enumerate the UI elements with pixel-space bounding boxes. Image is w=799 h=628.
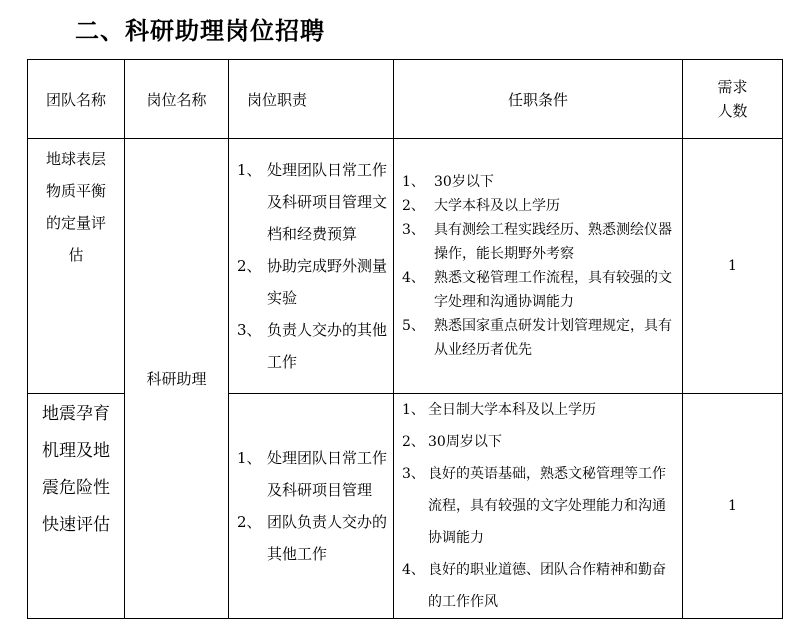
header-count-line2: 人数: [717, 102, 748, 120]
requirement-number: 4、: [402, 562, 425, 578]
requirement-number: 1、: [402, 174, 425, 190]
requirement-item: [402, 266, 678, 314]
requirement-number: 1、: [402, 402, 425, 418]
header-position: 岗位名称: [125, 60, 229, 139]
duty-number: 2、: [237, 513, 262, 531]
requirement-item: [402, 194, 678, 218]
header-requirements: 任职条件: [394, 60, 683, 139]
requirement-text: 具有测绘工程实践经历、熟悉测绘仪器操作，能长期野外考察: [434, 222, 672, 262]
recruitment-table: [27, 59, 783, 619]
header-duty: 岗位职责: [229, 60, 394, 139]
duty-text: 协助完成野外测量实验: [267, 257, 388, 307]
team-name-cell: [28, 139, 125, 394]
duty-number: 2、: [237, 257, 262, 275]
requirement-item: [402, 458, 678, 554]
duty-item: [229, 154, 393, 250]
duty-item: [229, 250, 393, 314]
team-name-line: 物质平衡: [45, 182, 106, 200]
position-name-cell: [125, 139, 229, 619]
count-cell: [683, 139, 783, 394]
requirement-text: 良好的英语基础，熟悉文秘管理等工作流程，具有较强的文字处理能力和沟通协调能力: [428, 466, 666, 546]
requirement-text: 30周岁以下: [428, 434, 502, 450]
requirement-number: 5、: [402, 318, 425, 334]
requirement-text: 全日制大学本科及以上学历: [428, 402, 596, 418]
count-cell: [683, 394, 783, 619]
duty-cell: [229, 394, 394, 619]
team-name-line: 地球表层: [45, 150, 106, 168]
requirement-text: 30岁以下: [434, 174, 494, 190]
requirement-text: 大学本科及以上学历: [434, 198, 560, 214]
requirement-item: [402, 218, 678, 266]
page-title: 二、科研助理岗位招聘: [75, 17, 325, 45]
duty-cell: [229, 139, 394, 394]
requirement-item: [402, 426, 678, 458]
duty-text: 团队负责人交办的其他工作: [267, 513, 388, 563]
header-row: [28, 60, 783, 139]
requirement-text: 熟悉国家重点研发计划管理规定，具有从业经历者优先: [434, 318, 672, 358]
duty-number: 1、: [237, 161, 262, 179]
duty-text: 处理团队日常工作及科研项目管理文档和经费预算: [267, 161, 388, 243]
duty-number: 1、: [237, 449, 262, 467]
header-count-line1: 需求: [717, 78, 748, 96]
team-name-line: 地震孕育: [42, 404, 110, 424]
position-name: 科研助理: [146, 370, 207, 388]
requirement-number: 2、: [402, 198, 425, 214]
duty-item: [229, 442, 393, 506]
duty-text: 负责人交办的其他工作: [267, 321, 388, 371]
team-name-line: 快速评估: [42, 515, 110, 535]
requirement-text: 良好的职业道德、团队合作精神和勤奋的工作作风: [428, 562, 666, 610]
requirement-item: [402, 170, 678, 194]
duty-item: [229, 314, 393, 378]
requirement-number: 3、: [402, 466, 425, 482]
header-count: [683, 60, 783, 139]
team-name-line: 估: [68, 246, 84, 264]
team-name-line: 震危险性: [42, 478, 110, 498]
team-name-line: 机理及地: [42, 441, 110, 461]
duty-number: 3、: [237, 321, 262, 339]
duty-text: 处理团队日常工作及科研项目管理: [267, 449, 388, 499]
header-team: 团队名称: [28, 60, 125, 139]
requirement-text: 熟悉文秘管理工作流程，具有较强的文字处理和沟通协调能力: [434, 270, 672, 310]
table-row: [28, 139, 783, 394]
requirement-number: 3、: [402, 222, 425, 238]
requirement-number: 4、: [402, 270, 425, 286]
headcount: 1: [728, 258, 737, 274]
team-name-cell: [28, 394, 125, 619]
requirements-cell: [394, 394, 683, 619]
requirement-number: 2、: [402, 434, 425, 450]
requirement-item: [402, 314, 678, 362]
duty-item: [229, 506, 393, 570]
requirements-cell: [394, 139, 683, 394]
headcount: 1: [728, 498, 737, 514]
requirement-item: [402, 554, 678, 618]
team-name-line: 的定量评: [45, 214, 106, 232]
requirement-item: [402, 394, 678, 426]
